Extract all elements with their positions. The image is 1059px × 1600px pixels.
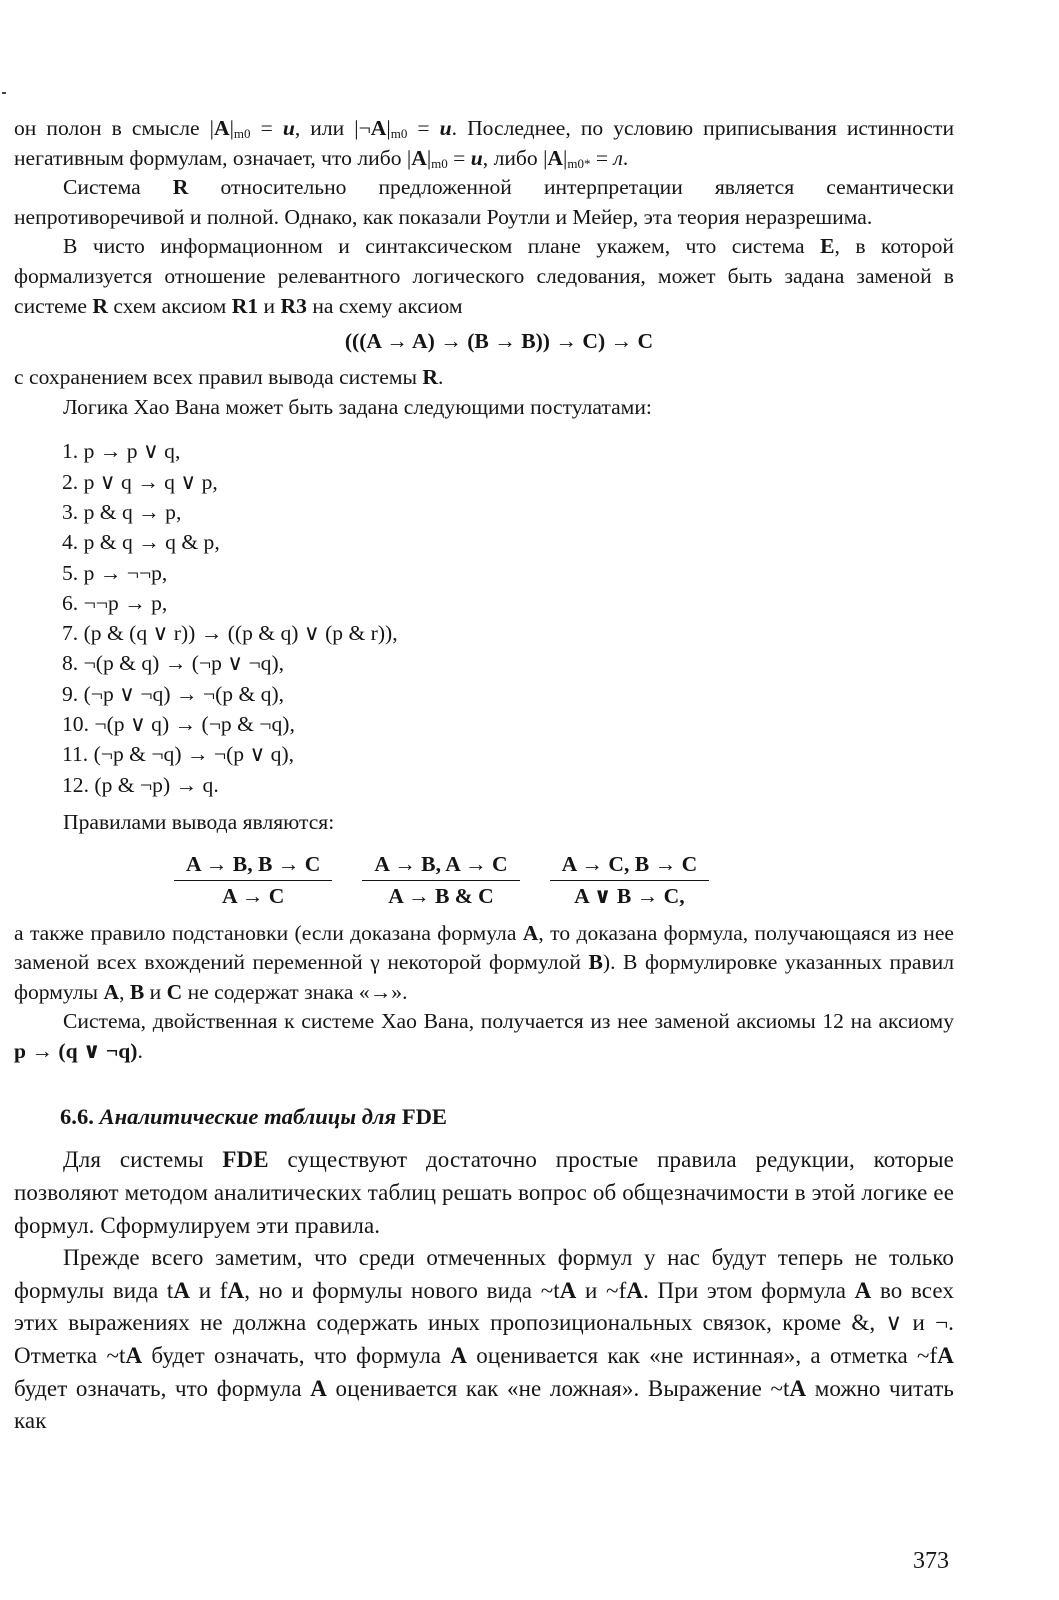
axiom-item: 5. p → ¬¬p, (62, 560, 168, 585)
axiom-item: 12. (p & ¬p) → q. (62, 772, 219, 797)
rule-premises: A → C, B → C (550, 852, 710, 881)
rule-conclusion: A ∨ B → C, (574, 883, 685, 908)
rule-premises: A → B, A → C (362, 852, 519, 881)
axiom-item: 11. (¬p & ¬q) → ¬(p ∨ q), (62, 742, 295, 767)
rule-premises: A → B, B → C (174, 852, 332, 881)
page-body (14, 114, 954, 1438)
inference-rules (174, 852, 954, 909)
section-heading: 6.6. Аналитические таблицы для FDE (60, 1104, 447, 1130)
paragraph-fde-marks: Прежде всего заметим, что среди отмеченных формул у нас будут теперь не только формулы вида tA и fA, но и формулы нового вида ~tA и ~fA. При этом формула A во всех этих выражениях не должна содержать иных пропозициональных связок, кроме &, ∨ и ¬. Отметка ~tA будет означать, что формула A оценивается как «не истинная», а отметка ~fA будет означать, что формула A оценивается как «не ложная». Выражение ~tA можно читать как (14, 1245, 955, 1434)
axiom-item: 4. p & q → q & p, (62, 530, 220, 555)
rule-conclusion: A → C (222, 883, 285, 908)
paragraph-system-r: Система R относительно предложенной интерпретации является семантически непротиворечивой и полной. Однако, как показали Роутли и Мейер, эта теория неразрешима. (14, 175, 954, 229)
axiom-item: 1. p → p ∨ q, (62, 439, 181, 464)
axiom-formula-e: (((A → A) → (B → B)) → C) → C (344, 329, 654, 354)
page-number: 373 (913, 1548, 949, 1574)
axiom-list (62, 436, 954, 800)
axiom-item: 7. (p & (q ∨ r)) → ((p & q) ∨ (p & r)), (62, 621, 398, 646)
paragraph-completeness: он полон в смысле $|A|_{m0} = u$, или $|\neg A|_{m0} = u$. Последнее, по условию приписывания истинности негативным формулам, означает, что либо $|A|_{m0} = u$, либо $|A|_{m0*} = л$. (14, 116, 955, 171)
axiom-item: 8. ¬(p & q) → (¬p ∨ ¬q), (62, 651, 285, 676)
axiom-item: 2. p ∨ q → q ∨ p, (62, 469, 218, 494)
rule-conjunction (362, 852, 519, 909)
rule-conclusion: A → B & C (388, 883, 494, 908)
paragraph-system-e: В чисто информационном и синтаксическом плане укажем, что система E, в которой формализуется отношение релевантного логического следования, может быть задана заменой в системе R схем аксиом R1 и R3 на схему аксиом (14, 234, 954, 318)
rule-disjunction (550, 852, 710, 909)
axiom-item: 6. ¬¬p → p, (62, 590, 168, 615)
rule-transitivity (174, 852, 332, 909)
paragraph-preserve-rules: с сохранением всех правил вывода системы R. (14, 365, 444, 390)
paragraph-fde-intro: Для системы FDE существуют достаточно простые правила редукции, которые позволяют методом аналитических таблиц решать вопрос об общезначимости в этой логике ее формул. Сформулируем эти правила. (14, 1147, 954, 1238)
paragraph-dual-system: Система, двойственная к системе Хао Вана, получается из нее заменой аксиомы 12 на аксиому p → (q ∨ ¬q). (14, 1009, 954, 1063)
paragraph-hao-wang: Логика Хао Вана может быть задана следующими постулатами: (63, 394, 652, 419)
paragraph-substitution: а также правило подстановки (если доказана формула A, то доказана формула, получающаяся из нее заменой всех вхождений переменной γ некоторой формулой B). В формулировке указанных правил формулы A, B и C не содержат знака «→». (14, 920, 954, 1004)
axiom-item: 9. (¬p ∨ ¬q) → ¬(p & q), (62, 681, 285, 706)
axiom-item: 3. p & q → p, (62, 499, 182, 524)
paragraph-inference-rules: Правилами вывода являются: (63, 809, 335, 834)
scan-mark (2, 92, 6, 94)
axiom-item: 10. ¬(p ∨ q) → (¬p & ¬q), (62, 712, 295, 737)
